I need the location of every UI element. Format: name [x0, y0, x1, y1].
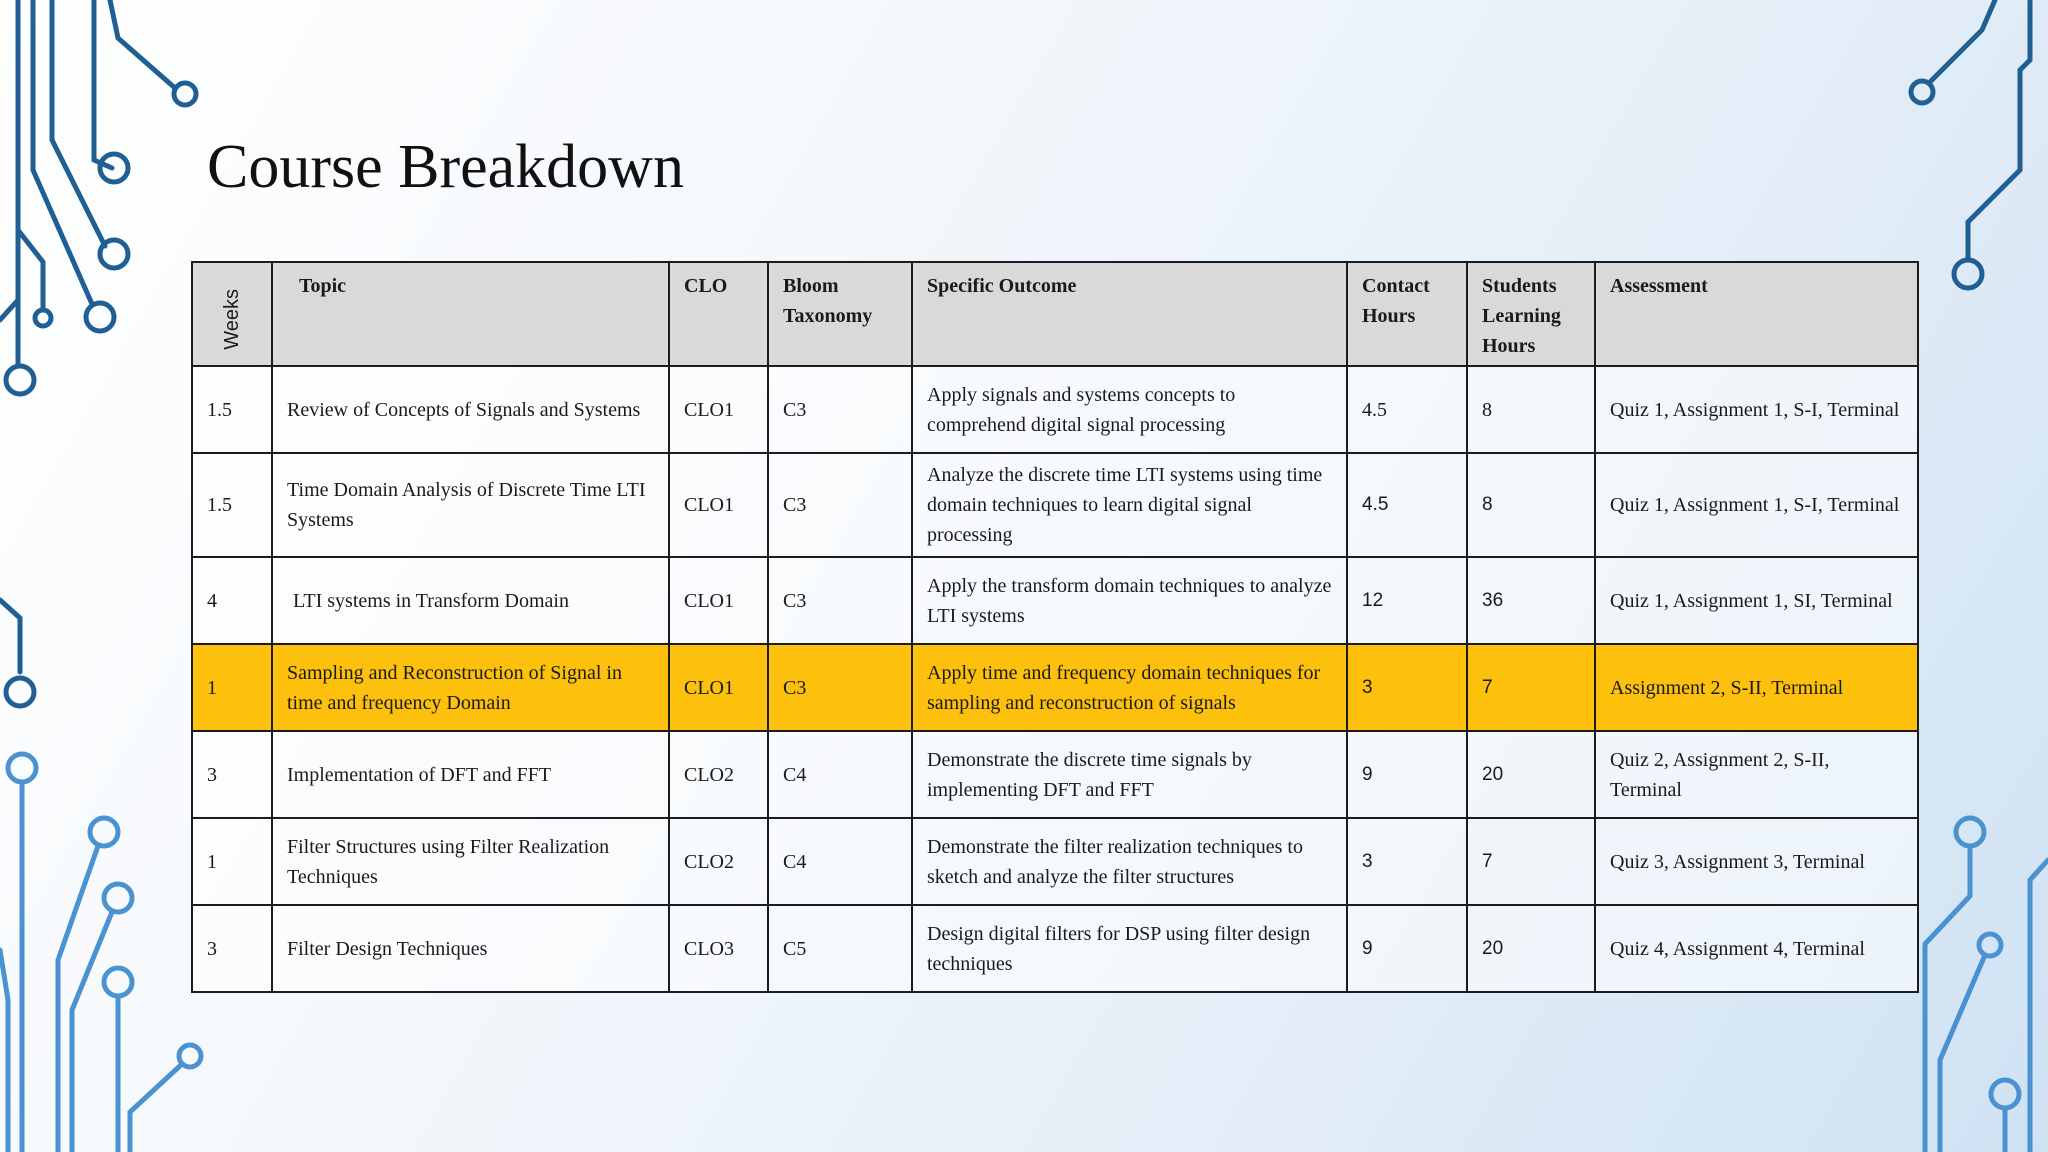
cell-contact-hours: 12 — [1347, 557, 1467, 644]
cell-clo: CLO1 — [669, 644, 768, 731]
cell-topic: Filter Structures using Filter Realization Techniques — [272, 818, 669, 905]
cell-assessment: Quiz 1, Assignment 1, SI, Terminal — [1595, 557, 1918, 644]
cell-clo: CLO2 — [669, 818, 768, 905]
cell-bloom: C4 — [768, 818, 912, 905]
header-students-learning-hours: Students Learning Hours — [1467, 262, 1595, 366]
cell-bloom: C3 — [768, 644, 912, 731]
cell-topic: Sampling and Reconstruction of Signal in time and frequency Domain — [272, 644, 669, 731]
cell-contact-hours: 9 — [1347, 905, 1467, 992]
cell-learning-hours: 7 — [1467, 818, 1595, 905]
cell-outcome: Apply time and frequency domain techniques for sampling and reconstruction of signals — [912, 644, 1347, 731]
cell-contact-hours: 3 — [1347, 644, 1467, 731]
cell-learning-hours: 8 — [1467, 366, 1595, 453]
cell-clo: CLO3 — [669, 905, 768, 992]
header-clo: CLO — [669, 262, 768, 366]
cell-weeks: 3 — [192, 731, 272, 818]
cell-learning-hours: 8 — [1467, 453, 1595, 557]
cell-outcome: Analyze the discrete time LTI systems using time domain techniques to learn digital signal processing — [912, 453, 1347, 557]
cell-topic: Implementation of DFT and FFT — [272, 731, 669, 818]
cell-learning-hours: 36 — [1467, 557, 1595, 644]
cell-weeks: 1 — [192, 644, 272, 731]
cell-contact-hours: 4.5 — [1347, 366, 1467, 453]
header-contact-hours: Contact Hours — [1347, 262, 1467, 366]
cell-bloom: C3 — [768, 453, 912, 557]
cell-topic: Filter Design Techniques — [272, 905, 669, 992]
cell-topic: LTI systems in Transform Domain — [272, 557, 669, 644]
cell-bloom: C3 — [768, 366, 912, 453]
slide-title: Course Breakdown — [207, 133, 684, 201]
table-row-highlighted — [192, 644, 1918, 731]
table-row — [192, 731, 1918, 818]
cell-weeks: 1.5 — [192, 453, 272, 557]
table-row — [192, 366, 1918, 453]
cell-clo: CLO2 — [669, 731, 768, 818]
cell-weeks: 3 — [192, 905, 272, 992]
cell-learning-hours: 20 — [1467, 905, 1595, 992]
cell-bloom: C3 — [768, 557, 912, 644]
cell-bloom: C5 — [768, 905, 912, 992]
cell-outcome: Demonstrate the filter realization techniques to sketch and analyze the filter structures — [912, 818, 1347, 905]
cell-outcome: Design digital filters for DSP using filter design techniques — [912, 905, 1347, 992]
cell-assessment: Quiz 1, Assignment 1, S-I, Terminal — [1595, 366, 1918, 453]
header-assessment: Assessment — [1595, 262, 1918, 366]
cell-learning-hours: 20 — [1467, 731, 1595, 818]
table-header-row — [192, 262, 1918, 366]
cell-bloom: C4 — [768, 731, 912, 818]
cell-topic: Time Domain Analysis of Discrete Time LTI Systems — [272, 453, 669, 557]
cell-assessment: Quiz 2, Assignment 2, S-II, Terminal — [1595, 731, 1918, 818]
cell-weeks: 1 — [192, 818, 272, 905]
table-row — [192, 905, 1918, 992]
cell-contact-hours: 4.5 — [1347, 453, 1467, 557]
table-row — [192, 557, 1918, 644]
table-row — [192, 453, 1918, 557]
header-weeks — [192, 262, 272, 366]
cell-clo: CLO1 — [669, 366, 768, 453]
cell-outcome: Demonstrate the discrete time signals by implementing DFT and FFT — [912, 731, 1347, 818]
cell-assessment: Quiz 3, Assignment 3, Terminal — [1595, 818, 1918, 905]
cell-learning-hours: 7 — [1467, 644, 1595, 731]
cell-contact-hours: 3 — [1347, 818, 1467, 905]
header-topic: Topic — [272, 262, 669, 366]
cell-outcome: Apply signals and systems concepts to comprehend digital signal processing — [912, 366, 1347, 453]
cell-weeks: 1.5 — [192, 366, 272, 453]
cell-topic: Review of Concepts of Signals and Systems — [272, 366, 669, 453]
cell-assessment: Assignment 2, S-II, Terminal — [1595, 644, 1918, 731]
cell-outcome: Apply the transform domain techniques to analyze LTI systems — [912, 557, 1347, 644]
cell-weeks: 4 — [192, 557, 272, 644]
course-breakdown-table — [191, 261, 1919, 993]
cell-clo: CLO1 — [669, 453, 768, 557]
table-row — [192, 818, 1918, 905]
cell-assessment: Quiz 1, Assignment 1, S-I, Terminal — [1595, 453, 1918, 557]
cell-contact-hours: 9 — [1347, 731, 1467, 818]
header-specific-outcome: Specific Outcome — [912, 262, 1347, 366]
cell-assessment: Quiz 4, Assignment 4, Terminal — [1595, 905, 1918, 992]
cell-clo: CLO1 — [669, 557, 768, 644]
header-bloom-taxonomy: Bloom Taxonomy — [768, 262, 912, 366]
header-weeks-label: Weeks — [221, 289, 243, 350]
